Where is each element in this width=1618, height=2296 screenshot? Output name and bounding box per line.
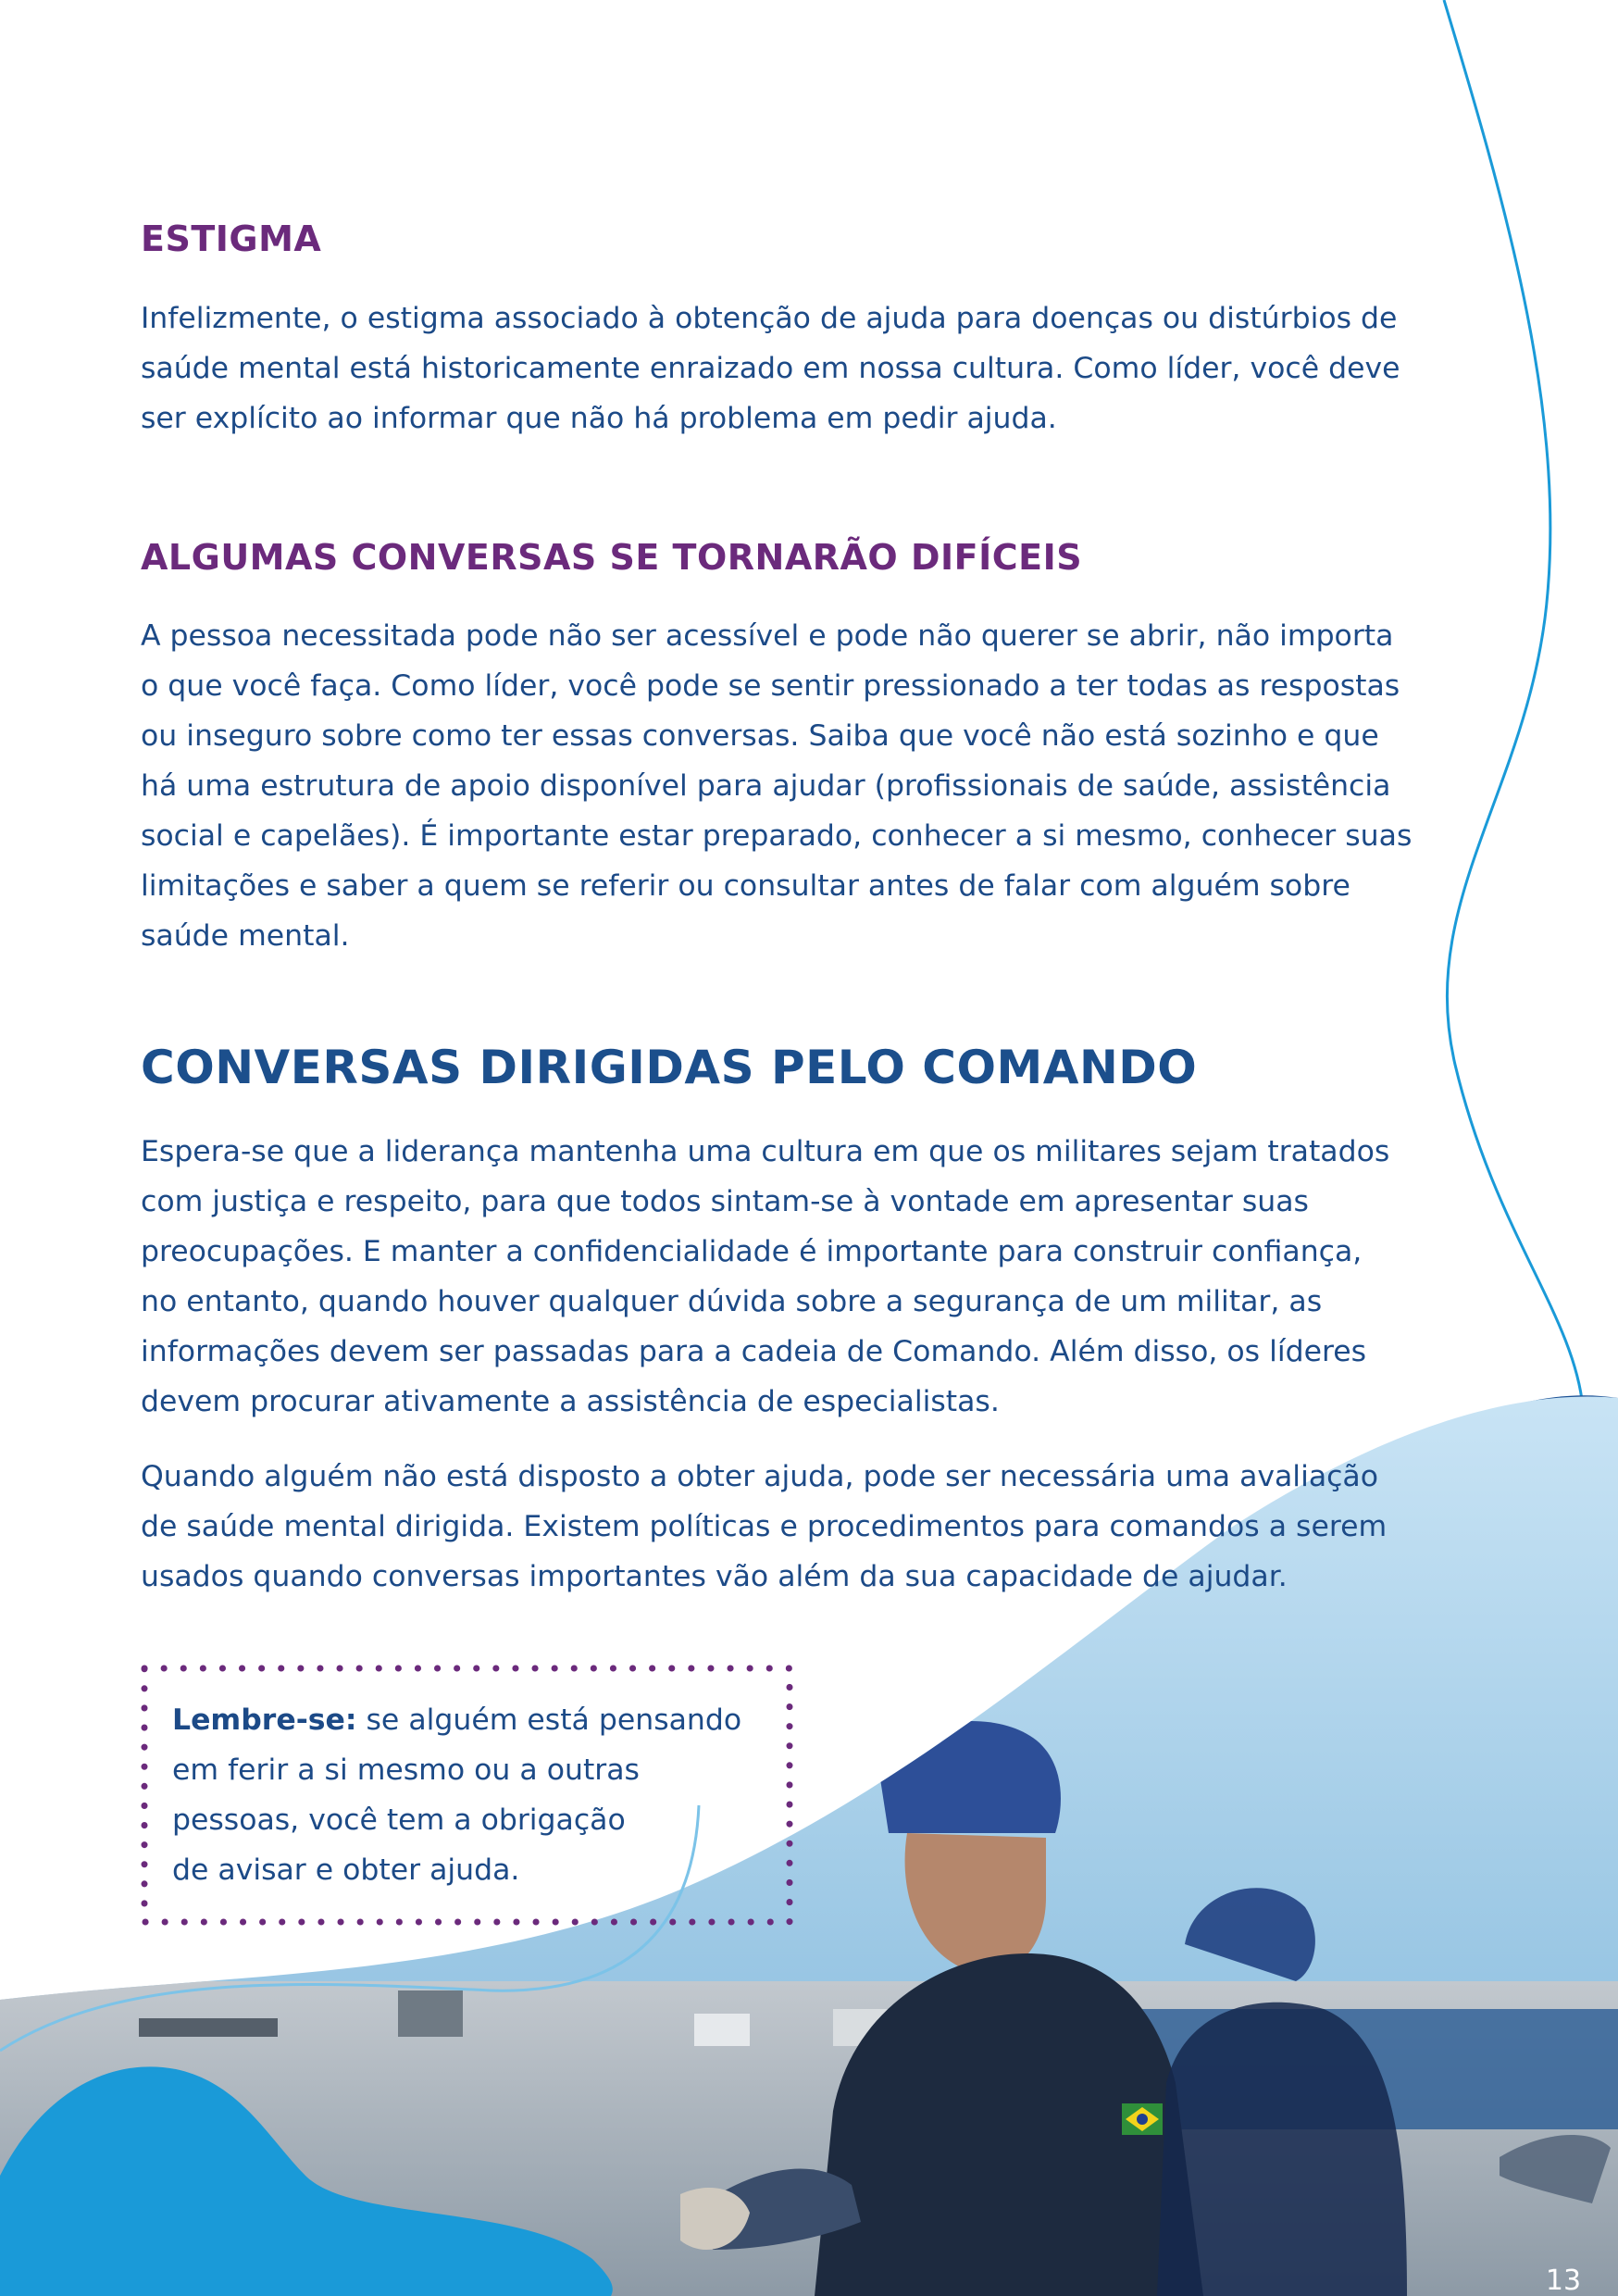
reminder-line-rest: se alguém está pensando bbox=[356, 1703, 742, 1737]
text-line: com justiça e respeito, para que todos sintam-se à vontade em apresentar suas bbox=[141, 1185, 1309, 1218]
reminder-box bbox=[141, 1665, 793, 1926]
reminder-text bbox=[172, 1695, 783, 1895]
reminder-line: pessoas, você tem a obrigação bbox=[172, 1803, 626, 1837]
text-line: saúde mental. bbox=[141, 919, 350, 953]
paragraph-conversas-dificeis bbox=[141, 611, 1412, 961]
text-line: ser explícito ao informar que não há problema em pedir ajuda. bbox=[141, 402, 1057, 435]
page-number: 13 bbox=[1545, 2265, 1582, 2296]
text-line: A pessoa necessitada pode não ser acessível e pode não querer se abrir, não importa bbox=[141, 619, 1394, 653]
text-line: no entanto, quando houver qualquer dúvida sobre a segurança de um militar, as bbox=[141, 1285, 1323, 1318]
text-line: limitações e saber a quem se referir ou consultar antes de falar com alguém sobre bbox=[141, 869, 1350, 903]
text-line: o que você faça. Como líder, você pode se sentir pressionado a ter todas as respostas bbox=[141, 669, 1400, 703]
text-line: há uma estrutura de apoio disponível para ajudar (profissionais de saúde, assistência bbox=[141, 769, 1391, 803]
section-title-estigma: ESTIGMA bbox=[141, 218, 322, 259]
text-line: preocupações. E manter a confidencialidade é importante para construir confiança, bbox=[141, 1235, 1363, 1268]
text-line: de saúde mental dirigida. Existem políticas e procedimentos para comandos a serem bbox=[141, 1510, 1388, 1543]
section-title-conversas-dificeis: ALGUMAS CONVERSAS SE TORNARÃO DIFÍCEIS bbox=[141, 537, 1083, 578]
text-line: informações devem ser passadas para a cadeia de Comando. Além disso, os líderes bbox=[141, 1335, 1367, 1368]
section-title-conversas-comando: CONVERSAS DIRIGIDAS PELO COMANDO bbox=[141, 1041, 1198, 1094]
paragraph-conversas-comando-2 bbox=[141, 1452, 1387, 1602]
text-line: saúde mental está historicamente enraizado em nossa cultura. Como líder, você deve bbox=[141, 352, 1400, 385]
reminder-line: em ferir a si mesmo ou a outras bbox=[172, 1753, 640, 1787]
paragraph-estigma bbox=[141, 293, 1400, 443]
wavy-line-right bbox=[1444, 0, 1583, 1407]
paragraph-conversas-comando-1 bbox=[141, 1127, 1389, 1427]
text-line: Quando alguém não está disposto a obter ajuda, pode ser necessária uma avaliação bbox=[141, 1460, 1379, 1493]
text-line: social e capelães). É importante estar preparado, conhecer a si mesmo, conhecer suas bbox=[141, 819, 1413, 853]
reminder-label: Lembre-se: bbox=[172, 1703, 357, 1737]
text-line: Espera-se que a liderança mantenha uma cultura em que os militares sejam tratados bbox=[141, 1135, 1390, 1168]
text-line: ou inseguro sobre como ter essas conversas. Saiba que você não está sozinho e que bbox=[141, 719, 1379, 753]
text-line: usados quando conversas importantes vão além da sua capacidade de ajudar. bbox=[141, 1560, 1288, 1593]
reminder-line: de avisar e obter ajuda. bbox=[172, 1853, 520, 1887]
text-line: Infelizmente, o estigma associado à obtenção de ajuda para doenças ou distúrbios de bbox=[141, 302, 1398, 335]
reminder-line bbox=[172, 1695, 783, 1745]
text-line: devem procurar ativamente a assistência de especialistas. bbox=[141, 1385, 1000, 1418]
